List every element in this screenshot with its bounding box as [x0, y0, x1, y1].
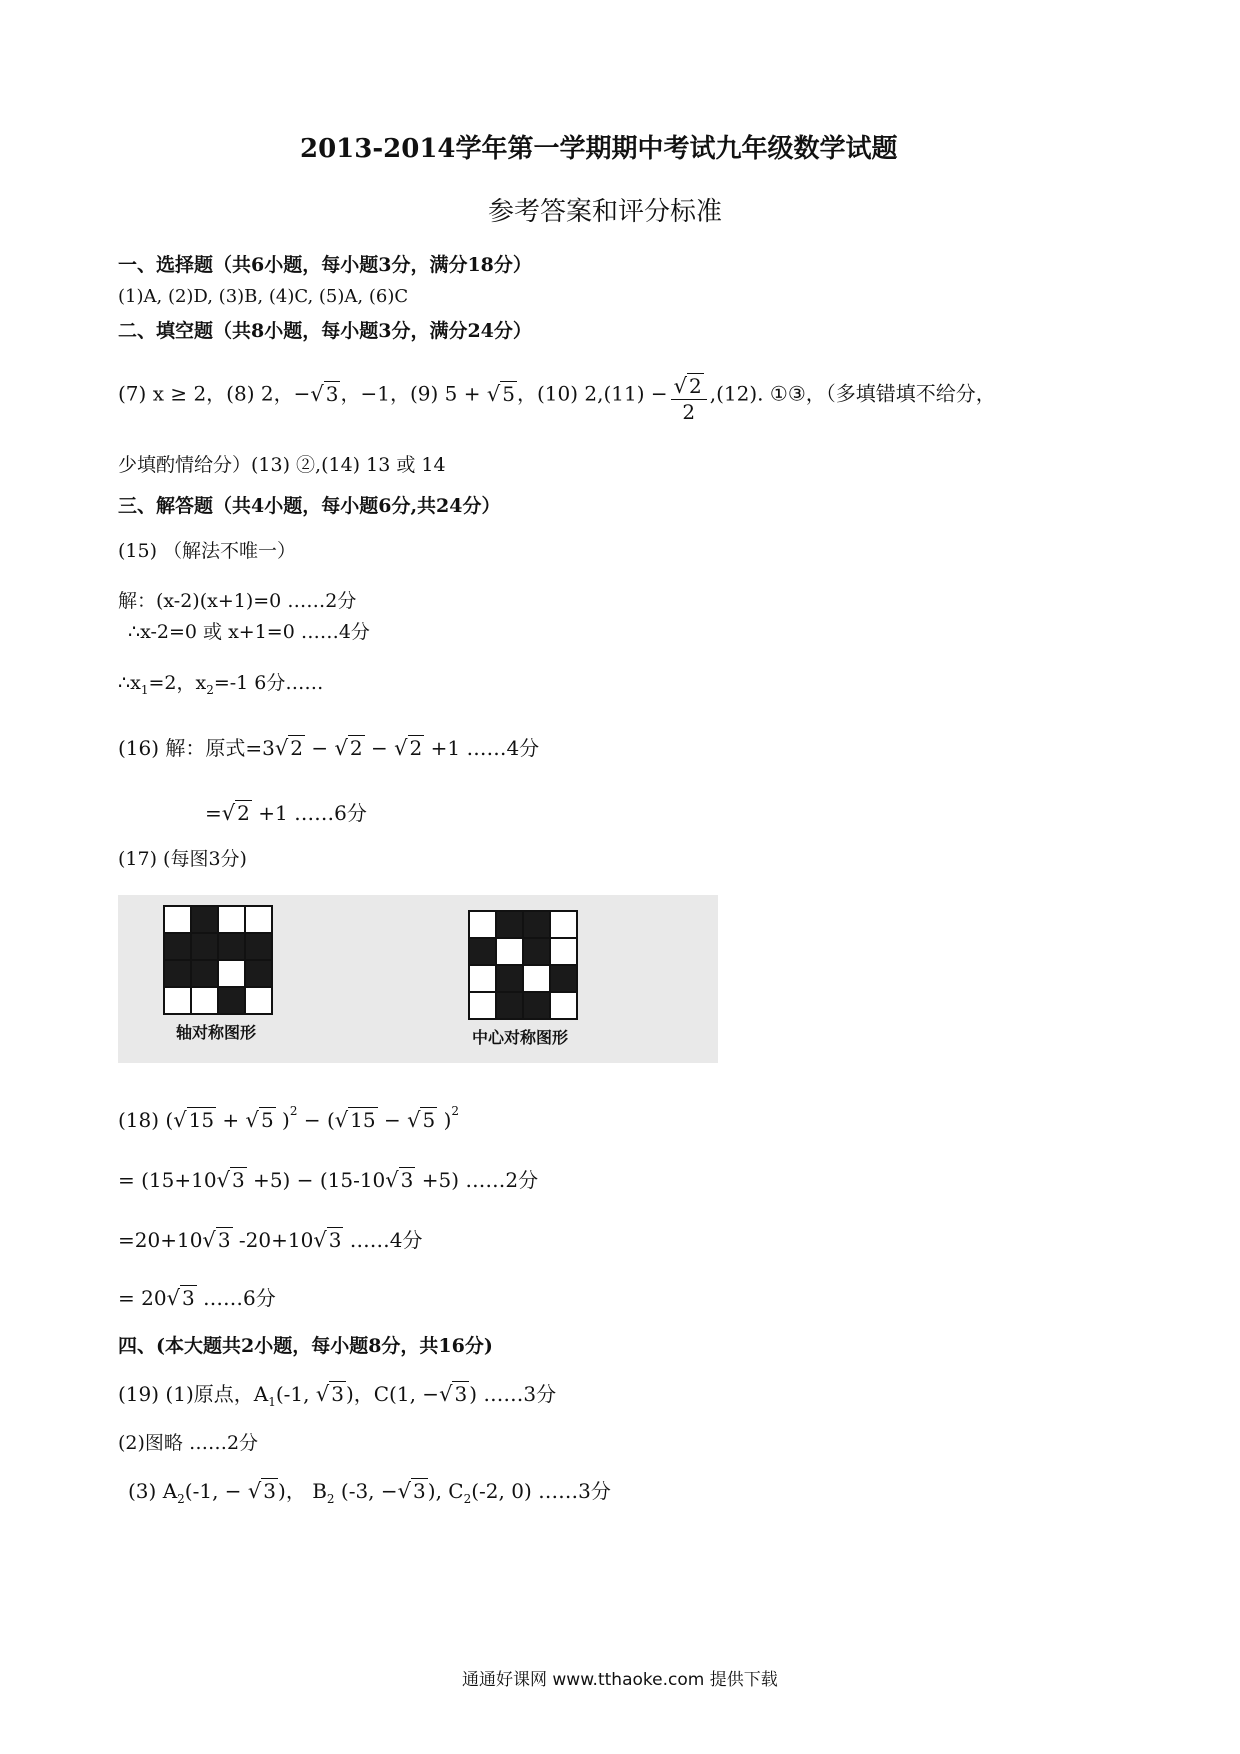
axis-symmetric-grid: [163, 905, 273, 1015]
caption-axis-symmetric: 轴对称图形: [176, 1023, 257, 1042]
sqrt-3: √ 3: [310, 381, 339, 406]
fill-7-8: (7) x ≥ 2，(8) 2，−: [118, 381, 311, 406]
q16-line1: (16) 解：原式=3√ 2 − √ 2 − √ 2 +1 ……4分: [118, 736, 540, 760]
footer-source: 通通好课网 www.tthaoke.com 提供下载: [462, 1670, 778, 1690]
q18-line3: =20+10√ 3 -20+10√ 3 ……4分: [118, 1228, 423, 1252]
section2-line2: 少填酌情给分）(13) ②,(14) 13 或 14: [118, 454, 446, 476]
q15-line2: ∴x-2=0 或 x+1=0 ……4分: [128, 621, 370, 643]
fill-12: ,(12). ①③，（多填错填不给分，: [709, 381, 996, 406]
q17-label: (17) (每图3分): [118, 848, 247, 870]
caption-center-symmetric: 中心对称图形: [472, 1028, 569, 1047]
center-symmetric-grid: [468, 910, 578, 1020]
section2-line1: [118, 372, 996, 424]
q15-line3: $\therefore x_1=2$，$x_2=-1$ 6分……: [118, 672, 324, 697]
q19-line1: (19) (1)原点，$A_1(-1$, √ 3 )，C(1, −√ 3 ) ……3分: [118, 1382, 557, 1409]
section3-heading: 三、解答题（共4小题，每小题6分,共24分）: [118, 495, 501, 517]
section1-heading: 一、选择题（共6小题，每小题3分，满分18分）: [118, 254, 532, 276]
q15-line1: 解：(x-2)(x+1)=0 ……2分: [118, 590, 357, 612]
fill-8-9: ，−1，(9) 5 +: [340, 381, 487, 406]
q19-line3: (3) $A_2(-1$, − √ 3 )， $B_2$ (-3, −√ 3 ), $C_2(-2$, 0) ……3分: [128, 1479, 611, 1506]
q16-line2: =√ 2 +1 ……6分: [205, 801, 367, 825]
q19-line2: (2)图略 ……2分: [118, 1432, 259, 1454]
page-subtitle: 参考答案和评分标准: [488, 197, 723, 227]
section1-answers: (1)A, (2)D, (3)B, (4)C, (5)A, (6)C: [118, 286, 409, 307]
section2-heading: 二、填空题（共8小题，每小题3分，满分24分）: [118, 320, 532, 342]
q15-label: (15) （解法不唯一）: [118, 540, 297, 562]
page-title: 2013-2014学年第一学期期中考试九年级数学试题: [300, 134, 898, 164]
fraction-sqrt2-over-2: $\frac{√ 2}{2}$: [671, 376, 707, 422]
q18-line1: (18) (√ 15 + √ 5 )$^2$ − (√ 15 − √ 5 )$^2$: [118, 1104, 460, 1132]
sqrt-5: √ 5: [486, 381, 515, 406]
q18-line4: = 20√ 3 ……6分: [118, 1286, 276, 1310]
fill-10-11: ，(10) 2,(11) −: [516, 381, 668, 406]
section4-heading: 四、(本大题共2小题，每小题8分，共16分): [118, 1335, 493, 1357]
q18-line2: = (15+10√ 3 +5) − (15-10√ 3 +5) ……2分: [118, 1168, 539, 1192]
